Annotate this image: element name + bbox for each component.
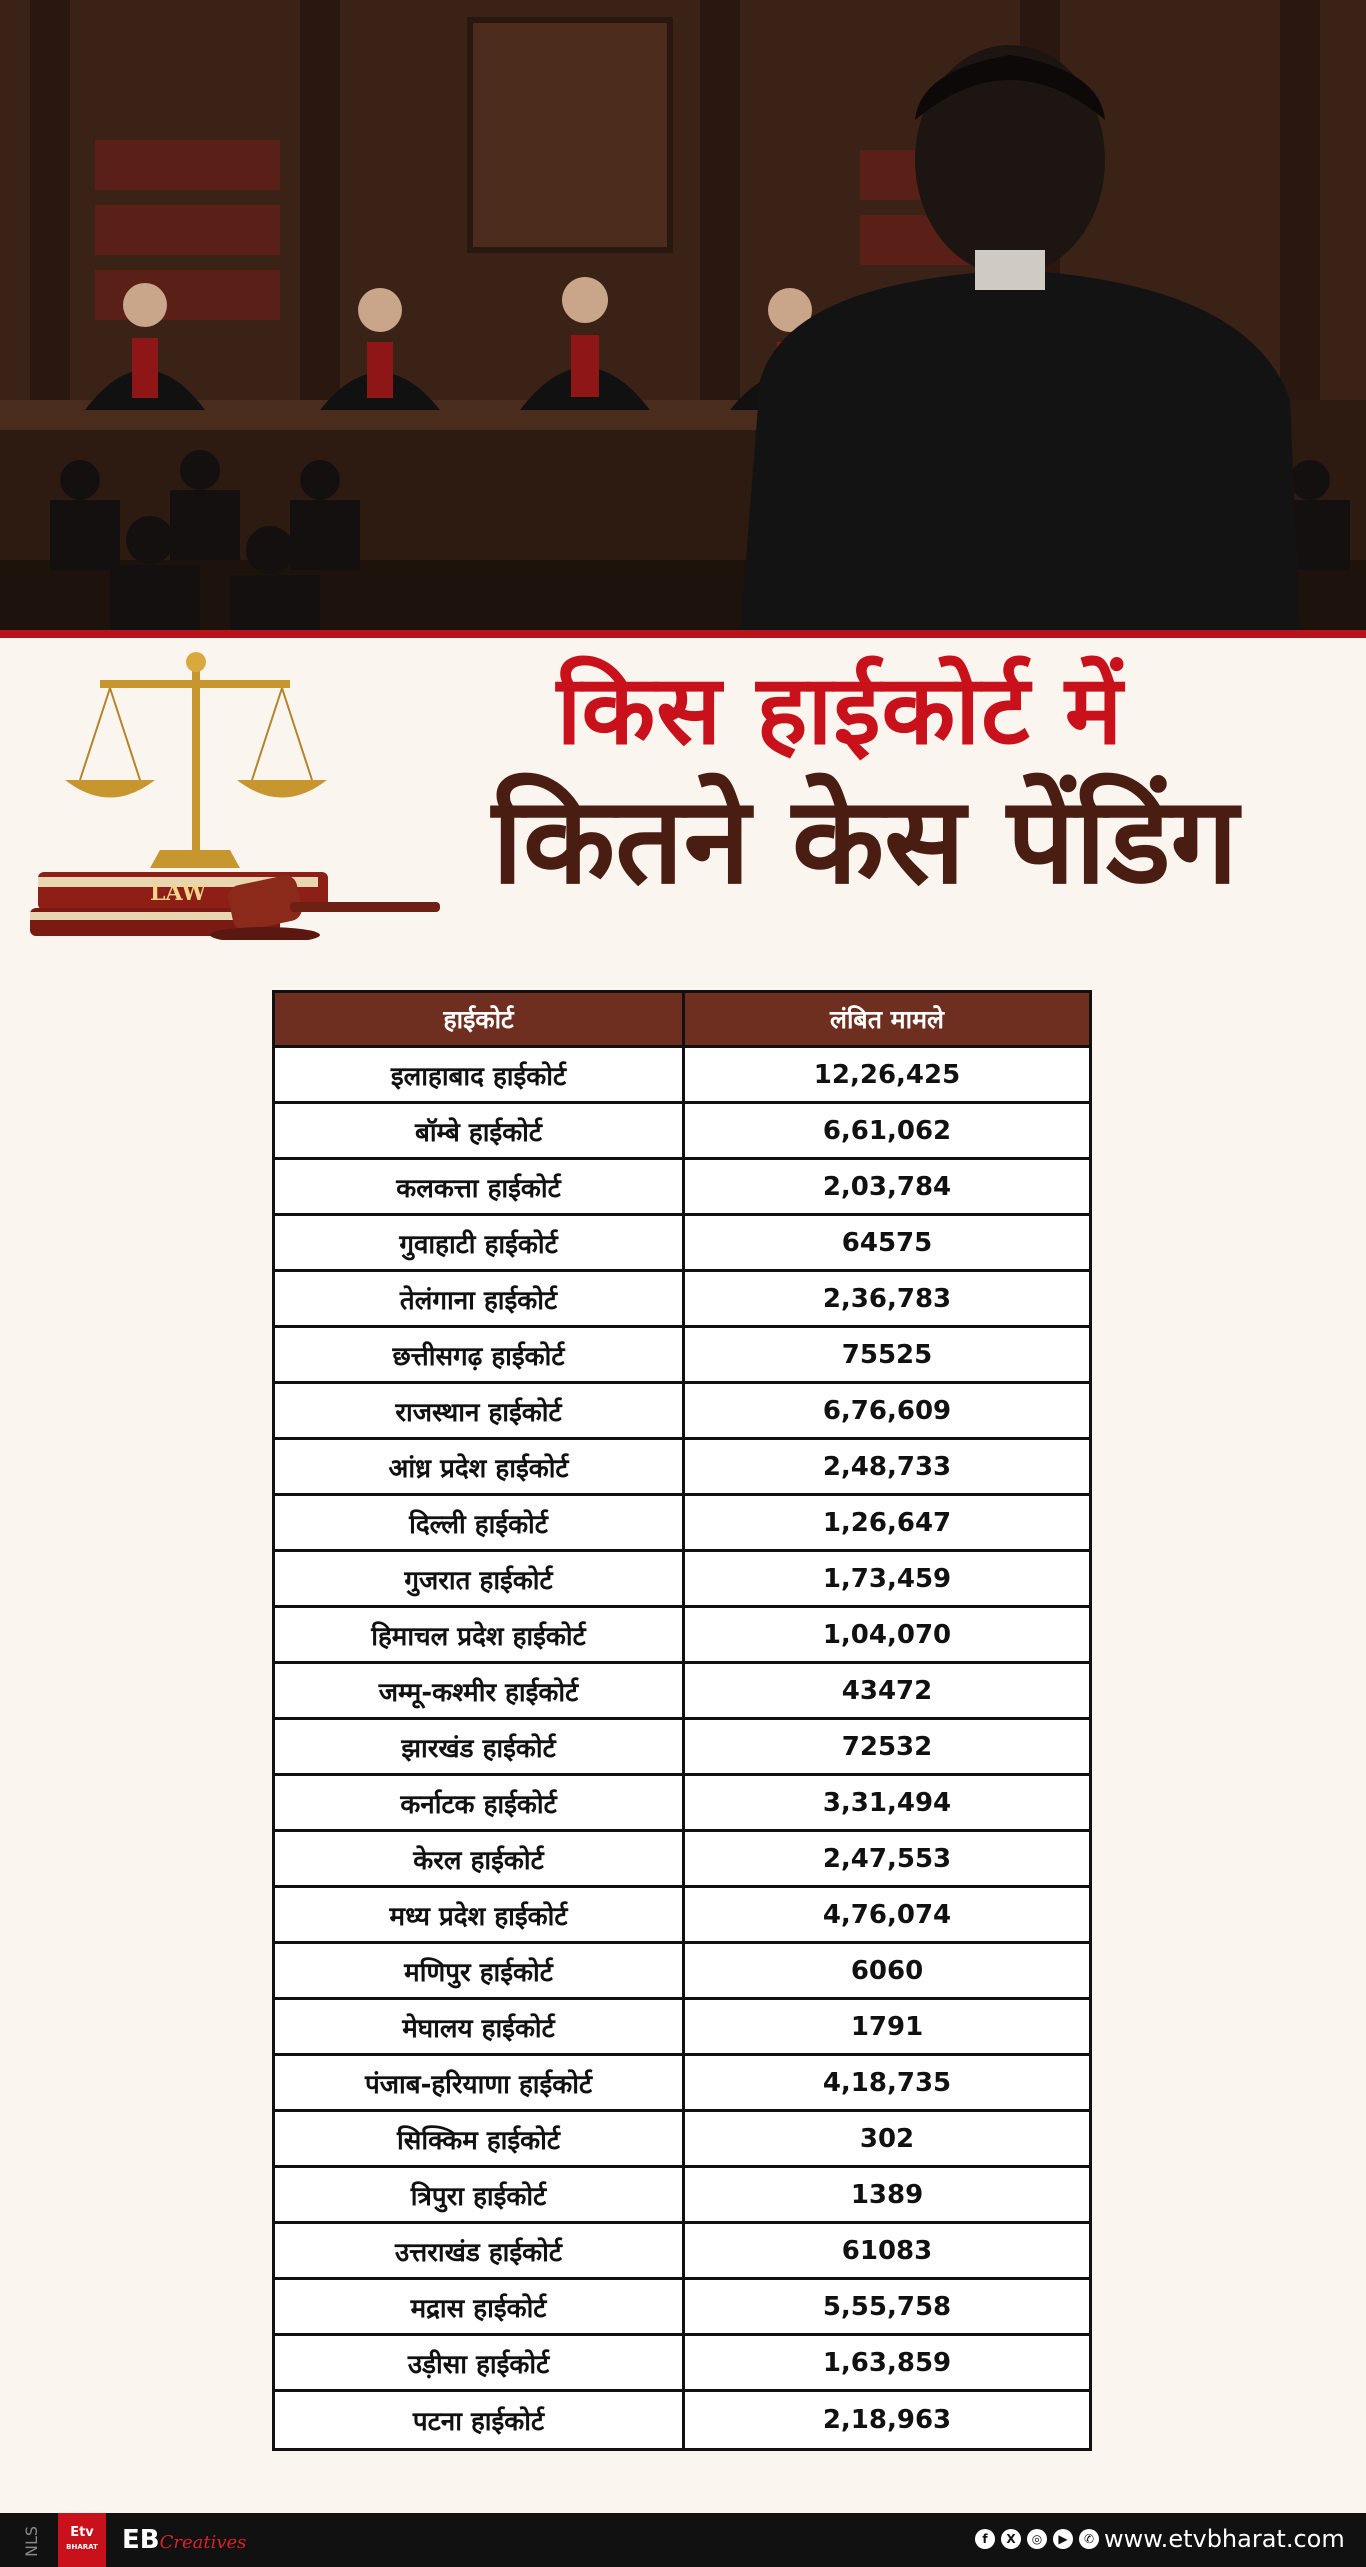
pending-cases-count: 72532 — [841, 1731, 933, 1762]
pending-cases-count: 3,31,494 — [822, 1787, 952, 1818]
pending-cases-count: 2,47,553 — [822, 1843, 952, 1874]
table-row — [275, 1104, 1089, 1160]
high-court-name: मणिपुर हाईकोर्ट — [275, 1944, 685, 1997]
high-court-name: उड़ीसा हाईकोर्ट — [275, 2336, 685, 2389]
eb-brand-text: EB — [122, 2525, 160, 2555]
high-court-name: झारखंड हाईकोर्ट — [275, 1720, 685, 1773]
table-row — [275, 1048, 1089, 1104]
table-row — [275, 1608, 1089, 1664]
pending-cases-count: 2,03,784 — [822, 1171, 952, 1202]
nls-label: NLS — [22, 2525, 41, 2557]
law-scales-books-gavel-illustration — [30, 640, 450, 940]
social-icons — [975, 2529, 1099, 2549]
pending-cases-count: 1,73,459 — [822, 1563, 952, 1594]
etv-bharat-logo — [58, 2513, 106, 2567]
high-court-name: गुवाहाटी हाईकोर्ट — [275, 1216, 685, 1269]
header-high-court: हाईकोर्ट — [275, 993, 685, 1045]
pending-cases-count: 2,18,963 — [822, 2405, 952, 2435]
pending-cases-count: 4,76,074 — [822, 1899, 952, 1930]
etv-logo-text: Etv — [70, 2525, 94, 2540]
eb-brand-script: Creatives — [159, 2532, 247, 2553]
table-row — [275, 2000, 1089, 2056]
eb-creatives-brand — [122, 2525, 246, 2555]
table-row — [275, 2392, 1089, 2448]
hero-divider — [0, 630, 1366, 638]
high-court-name: गुजरात हाईकोर्ट — [275, 1552, 685, 1605]
high-court-name: केरल हाईकोर्ट — [275, 1832, 685, 1885]
facebook-icon[interactable]: f — [975, 2529, 995, 2549]
high-court-name: बॉम्बे हाईकोर्ट — [275, 1104, 685, 1157]
pending-cases-count: 4,18,735 — [822, 2067, 952, 2098]
high-court-name: हिमाचल प्रदेश हाईकोर्ट — [275, 1608, 685, 1661]
pending-cases-count: 1,04,070 — [822, 1619, 952, 1650]
high-court-name: राजस्थान हाईकोर्ट — [275, 1384, 685, 1437]
high-court-name: पटना हाईकोर्ट — [275, 2392, 685, 2448]
pending-cases-count: 6,61,062 — [822, 1115, 952, 1146]
high-court-name: सिक्किम हाईकोर्ट — [275, 2112, 685, 2165]
table-row — [275, 2168, 1089, 2224]
pending-cases-count: 1,63,859 — [822, 2347, 952, 2378]
high-court-name: छत्तीसगढ़ हाईकोर्ट — [275, 1328, 685, 1381]
high-court-name: इलाहाबाद हाईकोर्ट — [275, 1048, 685, 1101]
table-row — [275, 1776, 1089, 1832]
table-row — [275, 1328, 1089, 1384]
youtube-icon[interactable]: ▶ — [1053, 2529, 1073, 2549]
table-row — [275, 2224, 1089, 2280]
pending-cases-table — [272, 990, 1092, 2451]
pending-cases-count: 6,76,609 — [822, 1395, 952, 1426]
etv-logo-subtext: BHARAT — [66, 2543, 98, 2551]
table-row — [275, 1496, 1089, 1552]
table-row — [275, 1216, 1089, 1272]
table-row — [275, 1384, 1089, 1440]
table-row — [275, 2280, 1089, 2336]
table-row — [275, 1552, 1089, 1608]
pending-cases-count: 64575 — [841, 1227, 933, 1258]
table-row — [275, 1440, 1089, 1496]
instagram-icon[interactable]: ◎ — [1027, 2529, 1047, 2549]
title-line-1: किस हाईकोर्ट में — [556, 654, 1124, 766]
high-court-name: मद्रास हाईकोर्ट — [275, 2280, 685, 2333]
pending-cases-count: 61083 — [841, 2235, 933, 2266]
pending-cases-count: 2,36,783 — [822, 1283, 952, 1314]
high-court-name: जम्मू-कश्मीर हाईकोर्ट — [275, 1664, 685, 1717]
website-link[interactable]: www.etvbharat.com — [1104, 2525, 1345, 2553]
pending-cases-count: 75525 — [841, 1339, 933, 1370]
table-header-row — [275, 993, 1089, 1048]
high-court-name: कर्नाटक हाईकोर्ट — [275, 1776, 685, 1829]
high-court-name: कलकत्ता हाईकोर्ट — [275, 1160, 685, 1213]
whatsapp-icon[interactable]: ✆ — [1079, 2529, 1099, 2549]
pending-cases-count: 2,48,733 — [822, 1451, 952, 1482]
table-row — [275, 1160, 1089, 1216]
pending-cases-count: 1,26,647 — [822, 1507, 952, 1538]
header-pending-cases: लंबित मामले — [830, 1005, 944, 1034]
high-court-name: दिल्ली हाईकोर्ट — [275, 1496, 685, 1549]
courtroom-illustration — [0, 0, 1366, 636]
table-row — [275, 1832, 1089, 1888]
pending-cases-count: 6060 — [850, 1955, 924, 1986]
high-court-name: मेघालय हाईकोर्ट — [275, 2000, 685, 2053]
courtroom-hero-image — [0, 0, 1366, 636]
pending-cases-count: 1791 — [850, 2011, 924, 2042]
title-line-2: कितने केस पेंडिंग — [491, 772, 1239, 911]
high-court-name: मध्य प्रदेश हाईकोर्ट — [275, 1888, 685, 1941]
table-row — [275, 2056, 1089, 2112]
table-row — [275, 1720, 1089, 1776]
table-row — [275, 1888, 1089, 1944]
footer-bar — [0, 2513, 1366, 2567]
high-court-name: तेलंगाना हाईकोर्ट — [275, 1272, 685, 1325]
table-row — [275, 1664, 1089, 1720]
table-row — [275, 1944, 1089, 2000]
high-court-name: त्रिपुरा हाईकोर्ट — [275, 2168, 685, 2221]
pending-cases-count: 5,55,758 — [822, 2291, 952, 2322]
table-row — [275, 2336, 1089, 2392]
table-row — [275, 2112, 1089, 2168]
x-twitter-icon[interactable]: X — [1001, 2529, 1021, 2549]
pending-cases-count: 302 — [859, 2123, 915, 2154]
pending-cases-count: 43472 — [841, 1675, 933, 1706]
pending-cases-count: 1389 — [850, 2179, 924, 2210]
table-row — [275, 1272, 1089, 1328]
law-book-label: LAW — [150, 880, 207, 906]
high-court-name: उत्तराखंड हाईकोर्ट — [275, 2224, 685, 2277]
high-court-name: पंजाब-हरियाणा हाईकोर्ट — [275, 2056, 685, 2109]
high-court-name: आंध्र प्रदेश हाईकोर्ट — [275, 1440, 685, 1493]
pending-cases-count: 12,26,425 — [813, 1059, 961, 1090]
